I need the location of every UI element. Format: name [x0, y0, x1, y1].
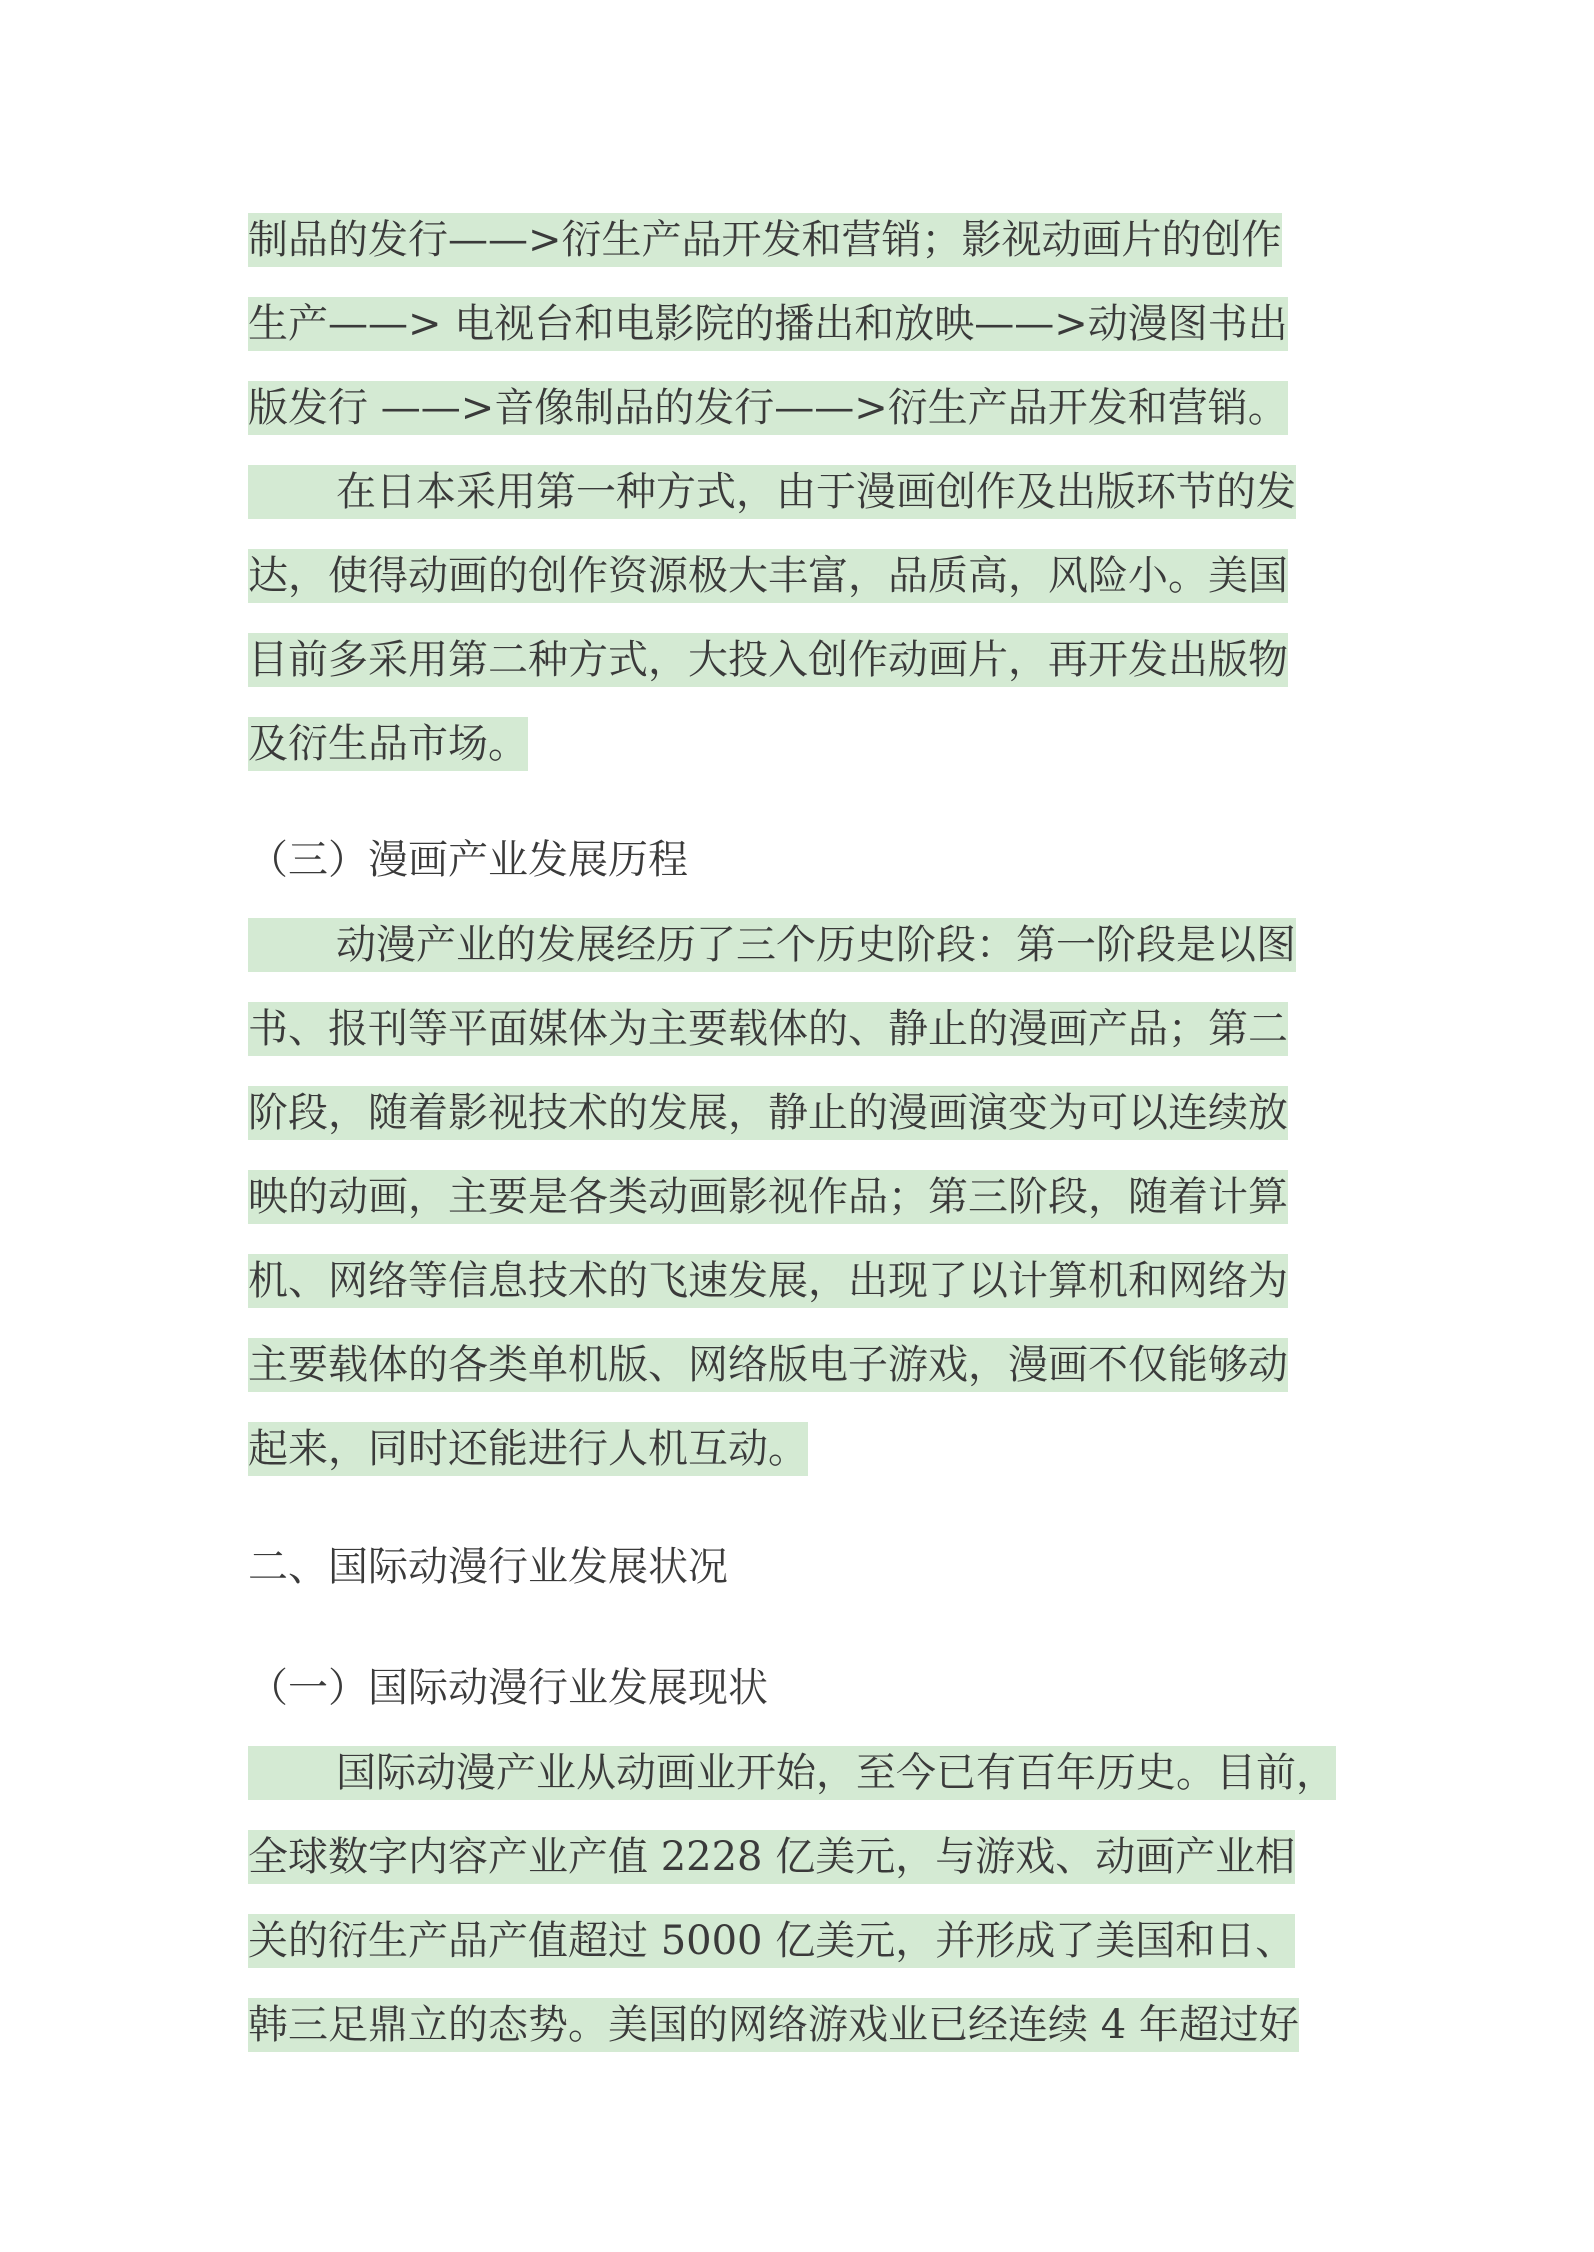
paragraph-line: 及衍生品市场。	[248, 717, 528, 771]
paragraph-line: 韩三足鼎立的态势。美国的网络游戏业已经连续 4 年超过好	[248, 1998, 1299, 2052]
paragraph-line: 制品的发行——>衍生产品开发和营销；影视动画片的创作	[248, 213, 1282, 267]
paragraph-line: 国际动漫产业从动画业开始，至今已有百年历史。目前，	[248, 1746, 1336, 1800]
paragraph-line: 机、网络等信息技术的飞速发展，出现了以计算机和网络为	[248, 1254, 1288, 1308]
section-heading: （一）国际动漫行业发展现状	[248, 1665, 768, 1711]
paragraph-line: 目前多采用第二种方式，大投入创作动画片，再开发出版物	[248, 633, 1288, 687]
paragraph-line: 在日本采用第一种方式，由于漫画创作及出版环节的发	[248, 465, 1296, 519]
paragraph-line: 映的动画，主要是各类动画影视作品；第三阶段，随着计算	[248, 1170, 1288, 1224]
paragraph-line: 阶段，随着影视技术的发展，静止的漫画演变为可以连续放	[248, 1086, 1288, 1140]
chapter-heading: 二、国际动漫行业发展状况	[248, 1544, 728, 1590]
paragraph-line: 全球数字内容产业产值 2228 亿美元，与游戏、动画产业相	[248, 1830, 1295, 1884]
section-heading: （三）漫画产业发展历程	[248, 837, 688, 883]
paragraph-line: 关的衍生产品产值超过 5000 亿美元，并形成了美国和日、	[248, 1914, 1295, 1968]
paragraph-line: 动漫产业的发展经历了三个历史阶段：第一阶段是以图	[248, 918, 1296, 972]
paragraph-line: 达，使得动画的创作资源极大丰富，品质高，风险小。美国	[248, 549, 1288, 603]
paragraph-line: 版发行 ——>音像制品的发行——>衍生产品开发和营销。	[248, 381, 1288, 435]
paragraph-line: 起来，同时还能进行人机互动。	[248, 1422, 808, 1476]
paragraph-line: 主要载体的各类单机版、网络版电子游戏，漫画不仅能够动	[248, 1338, 1288, 1392]
paragraph-line: 书、报刊等平面媒体为主要载体的、静止的漫画产品；第二	[248, 1002, 1288, 1056]
paragraph-line: 生产——> 电视台和电影院的播出和放映——>动漫图书出	[248, 297, 1288, 351]
